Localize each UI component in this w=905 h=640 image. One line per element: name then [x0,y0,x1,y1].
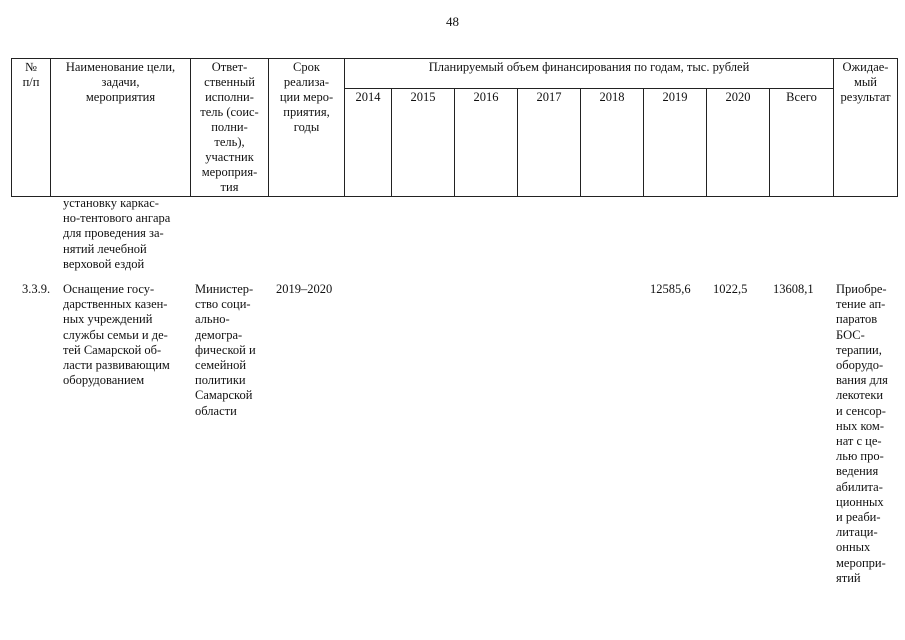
header-num: № п/п [12,59,51,197]
row-term: 2019–2020 [276,282,333,296]
header-term: Срок реализа- ции меро- приятия, годы [269,59,345,197]
row-responsible: Министер- ство соци- ально- демогра- фической и семейной политики Самарской области [195,282,256,418]
header-name: Наименование цели, задачи, мероприятия [51,59,191,197]
header-year: 2020 [707,89,770,197]
header-funding: Планируемый объем финансирования по годам, тыс. рублей [345,59,834,89]
header-total: Всего [770,89,834,197]
row-value-2019: 12585,6 [650,282,691,296]
row-number: 3.3.9. [22,282,51,296]
row-result: Приобре- тение ап- паратов БОС- терапии, оборудо- вания для лекотеки и сенсор- ных ком- нат с це- лью про- ведения абилита- ционных и реаби- литаци- онных меропри- ятий [836,282,888,585]
row-value-2020: 1022,5 [713,282,748,296]
header-responsible: Ответ- ственный исполни- тель (соис- полни- тель), участник мероприя- тия [191,59,269,197]
header-result: Ожидае- мый результат [834,59,898,197]
continued-text: установку каркас- но-тентового ангара для проведения за- нятий лечебной верховой ездой [63,196,171,271]
header-year: 2014 [345,89,392,197]
page-number: 48 [446,14,459,29]
header-year: 2019 [644,89,707,197]
header-year: 2017 [518,89,581,197]
header-year: 2015 [392,89,455,197]
row-name: Оснащение госу- дарственных казен- ных учреждений службы семьи и де- тей Самарской об- ласти развивающим оборудованием [63,282,170,388]
header-year: 2016 [455,89,518,197]
header-year: 2018 [581,89,644,197]
row-value-total: 13608,1 [773,282,814,296]
header-table [11,58,898,197]
